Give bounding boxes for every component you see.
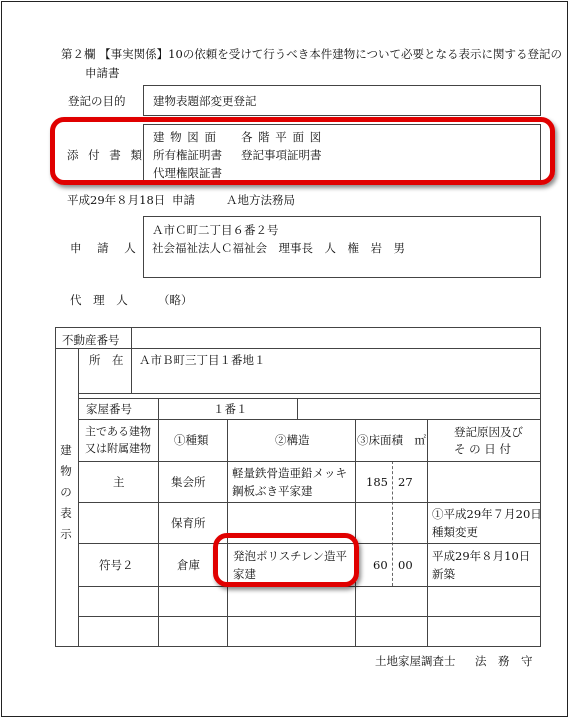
attachments-label: 添 付 書 類 — [67, 148, 145, 162]
highlight-annotation — [213, 533, 359, 587]
row-area-dec: 00 — [398, 558, 413, 572]
section-heading: 第２欄 【事実関係】10の依頼を受けて行うべき本件建物について必要となる表示に関する登記の — [61, 47, 563, 61]
row-kind: 集会所 — [171, 475, 206, 489]
applicant-name: 社会福祉法人Ｃ福祉会 理事長 人 権 岩 男 — [152, 241, 405, 255]
row-reason: 平成29年８月10日 — [432, 549, 531, 563]
col-reason: 登記原因及び — [454, 425, 523, 439]
highlight-annotation — [50, 117, 555, 185]
divider — [297, 398, 298, 419]
location-value: Ａ市Ｂ町三丁目１番地１ — [139, 353, 266, 367]
divider — [131, 327, 132, 348]
row-structure: 軽量鉄骨造亜鉛メッキ — [232, 466, 347, 480]
divider — [427, 419, 428, 647]
row-structure-2: 家建 — [233, 567, 256, 581]
attachment-item: 建 物 図 面 — [153, 130, 217, 144]
applicant-label: 申 請 人 — [70, 241, 142, 255]
house-number-value: １番１ — [213, 402, 248, 416]
divider — [78, 461, 541, 462]
row-structure: 発泡ポリスチレン造平 — [233, 549, 348, 563]
col-structure: ②構造 — [275, 433, 310, 447]
row-structure-2: 鋼板ぶき平家建 — [232, 484, 313, 498]
row-reason-2: 新築 — [432, 567, 455, 581]
row-kind: 保育所 — [171, 516, 206, 530]
divider — [355, 419, 356, 647]
attachment-item: 登記事項証明書 — [241, 148, 322, 162]
row-kind: 倉庫 — [177, 558, 200, 572]
row-area-int: 60 — [373, 558, 388, 572]
house-number-label: 家屋番号 — [86, 402, 132, 416]
col-reason-2: そ の 日 付 — [454, 442, 511, 456]
divider — [78, 398, 541, 399]
footer-name: 法 務 守 — [475, 654, 533, 668]
divider — [158, 398, 159, 419]
col-main-building-2: 又は附属建物 — [85, 442, 151, 455]
divider — [78, 616, 541, 617]
agent-label: 代 理 人 — [70, 293, 132, 307]
location-label: 所 在 — [89, 353, 124, 367]
divider — [78, 419, 541, 420]
purpose-value: 建物表題部変更登記 — [153, 94, 257, 108]
divider — [131, 348, 132, 393]
divider — [55, 348, 541, 349]
divider — [78, 393, 541, 394]
row-reason: ①平成29年７月20日 — [432, 507, 542, 521]
col-kind: ①種類 — [174, 433, 209, 447]
application-office: Ａ地方法務局 — [226, 193, 295, 207]
attachment-item: 所有権証明書 — [153, 148, 222, 162]
side-label: 建 物 の 表 示 — [60, 443, 72, 541]
applicant-address: Ａ市Ｃ町二丁目６番２号 — [152, 223, 279, 237]
divider — [392, 461, 393, 586]
application-action: 申請 — [172, 193, 195, 207]
section-heading-cont: 申請書 — [85, 66, 120, 80]
divider — [158, 419, 159, 647]
row-reason-2: 種類変更 — [432, 525, 478, 539]
purpose-label: 登記の目的 — [68, 94, 126, 108]
col-main-building: 主である建物 — [85, 425, 151, 438]
attachment-item: 代理権限証書 — [153, 166, 222, 180]
attachment-item: 各 階 平 面 図 — [241, 130, 323, 144]
footer-title: 土地家屋調査士 — [375, 654, 456, 668]
real-estate-number-label: 不動産番号 — [62, 333, 120, 347]
row-area-dec: 27 — [398, 475, 413, 489]
agent-value: （略） — [158, 293, 193, 307]
application-date: 平成29年８月18日 — [67, 193, 166, 207]
row-area-int: 185 — [366, 475, 388, 489]
col-floor-area: ③床面積 ㎡ — [357, 433, 426, 447]
divider — [78, 502, 541, 503]
row-main: 符号２ — [99, 558, 134, 572]
row-main: 主 — [113, 475, 125, 489]
